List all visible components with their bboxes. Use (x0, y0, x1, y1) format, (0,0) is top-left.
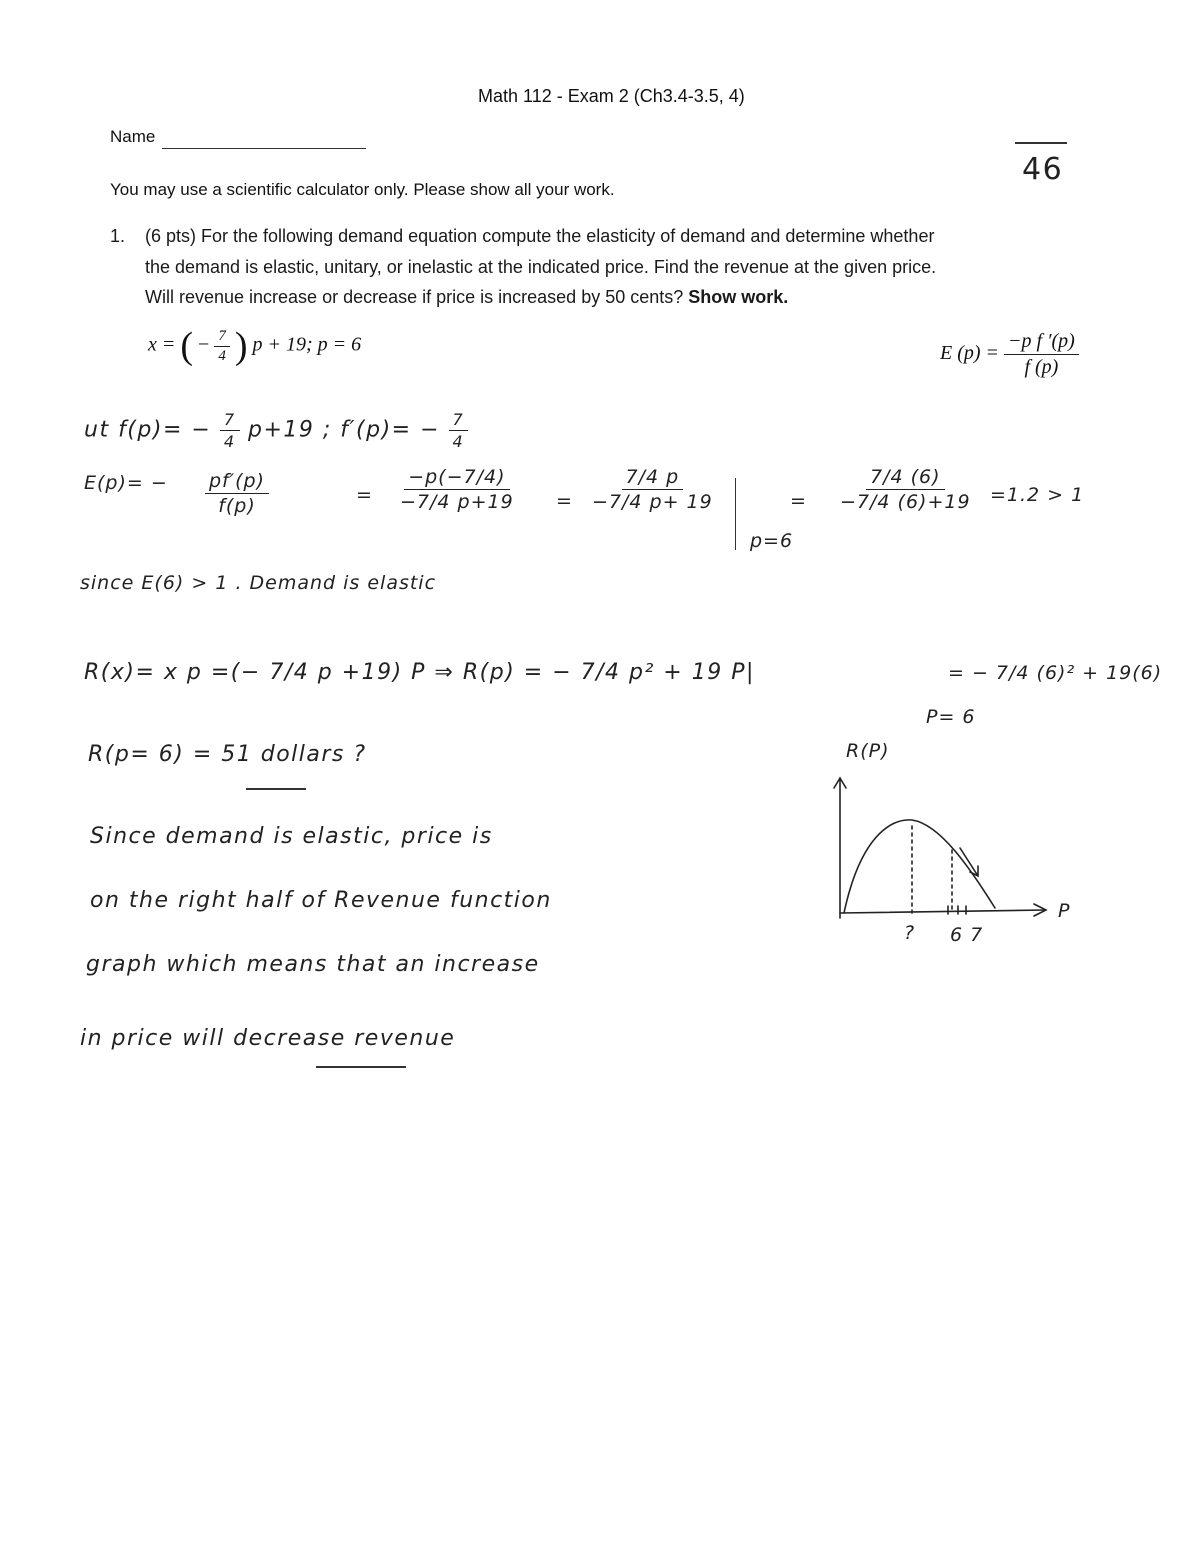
e-num-4: 7/4 (6) (866, 466, 945, 490)
formula-lhs: E (p) = (940, 342, 1000, 365)
tick-marks (948, 906, 966, 914)
score-line (1015, 142, 1067, 144)
show-work-label: Show work. (688, 287, 789, 307)
e-frac-2 (396, 466, 518, 513)
eval-bar (735, 478, 736, 550)
e-num-2: −p(−7/4) (404, 466, 509, 490)
instructions: You may use a scientific calculator only. Please show all your work. (110, 180, 615, 199)
e-den-1: f(p) (218, 495, 256, 517)
sketch-x-label: P (1058, 900, 1071, 922)
exam-title: Math 112 - Exam 2 (Ch3.4-3.5, 4) (478, 86, 745, 106)
minus-sign: − (198, 333, 210, 356)
e-den-3: −7/4 p+ 19 (592, 491, 713, 513)
revenue-underline (246, 788, 306, 790)
eq-rest: p + 19; p = 6 (252, 333, 362, 356)
sketch-y-label: R(P) (846, 740, 890, 762)
name-underline (162, 148, 366, 149)
demand-equation (148, 324, 361, 368)
elasticity-formula (940, 330, 1079, 379)
e-num-1: pf′(p) (205, 470, 269, 494)
sketch-vertex-tick: ? (904, 922, 916, 944)
eq-frac-num: 7 (214, 328, 230, 347)
e-frac-3 (588, 466, 717, 513)
conclusion-line-3: graph which means that an increase (86, 952, 540, 977)
f-frac-num: 7 (220, 410, 240, 431)
close-paren-icon: ) (234, 325, 248, 367)
sketch-tick-labels: 6 7 (950, 924, 984, 946)
e-frac-4 (836, 466, 975, 513)
revenue-work: R(x)= x p =(− 7/4 p +19) P ⇒ R(p) = − 7/4 p² + 19 P| (84, 660, 755, 685)
formula-num: −p f ′(p) (1004, 330, 1079, 355)
name-label: Name (110, 127, 156, 146)
f-fraction (220, 410, 240, 451)
e-eq-3: = (790, 490, 807, 512)
f-frac-den: 4 (223, 432, 236, 451)
eq-lhs: x = (148, 333, 176, 356)
question-line-3-text: Will revenue increase or decrease if price is increased by 50 cents? (145, 287, 684, 307)
conclusion-line-1: Since demand is elastic, price is (90, 824, 493, 849)
e-den-4: −7/4 (6)+19 (840, 491, 971, 513)
question-line-2: the demand is elastic, unitary, or inelastic at the indicated price. Find the revenue at the given price. (145, 257, 937, 277)
eq-fraction (214, 328, 230, 365)
work-f-line (84, 410, 468, 451)
formula-den: f (p) (1024, 356, 1059, 378)
revenue-eval: = − 7/4 (6)² + 19(6) (948, 662, 1163, 684)
revenue-value: R(p= 6) = 51 dollars ? (88, 742, 367, 767)
decrease-underline (316, 1066, 406, 1068)
f-lhs: ut f(p)= − (84, 417, 212, 443)
question-line-1: (6 pts) For the following demand equation compute the elasticity of demand and determine whether (145, 226, 935, 246)
e-den-2: −7/4 p+19 (400, 491, 514, 513)
decrease-arrow-icon (960, 848, 978, 876)
elasticity-work (84, 472, 168, 494)
conclusion-line-2: on the right half of Revenue function (90, 888, 552, 913)
fprime-fraction (449, 410, 469, 451)
e-eval: p=6 (750, 530, 794, 552)
revenue-p-eval: P= 6 (926, 706, 976, 728)
e-eq-2: = (556, 490, 573, 512)
e-eq-1: = (356, 484, 373, 506)
x-axis (840, 910, 1045, 913)
e-frac-1 (205, 470, 269, 517)
since-elastic-line: since E(6) > 1 . Demand is elastic (80, 572, 437, 594)
open-paren-icon: ( (180, 325, 194, 367)
fprime-frac-den: 4 (452, 432, 465, 451)
e-result: =1.2 > 1 (990, 484, 1085, 506)
fprime-frac-num: 7 (449, 410, 469, 431)
f-rest: p+19 ; f′(p)= − (248, 417, 441, 443)
e-lhs: E(p)= − (84, 472, 168, 494)
eq-frac-den: 4 (218, 347, 226, 364)
conclusion-line-4: in price will decrease revenue (80, 1026, 456, 1051)
question-line-3 (145, 287, 788, 308)
revenue-sketch (820, 768, 1080, 948)
e-num-3: 7/4 p (622, 466, 684, 490)
formula-fraction (1004, 330, 1079, 379)
score-value: 46 (1022, 152, 1064, 187)
question-number: 1. (110, 226, 126, 246)
